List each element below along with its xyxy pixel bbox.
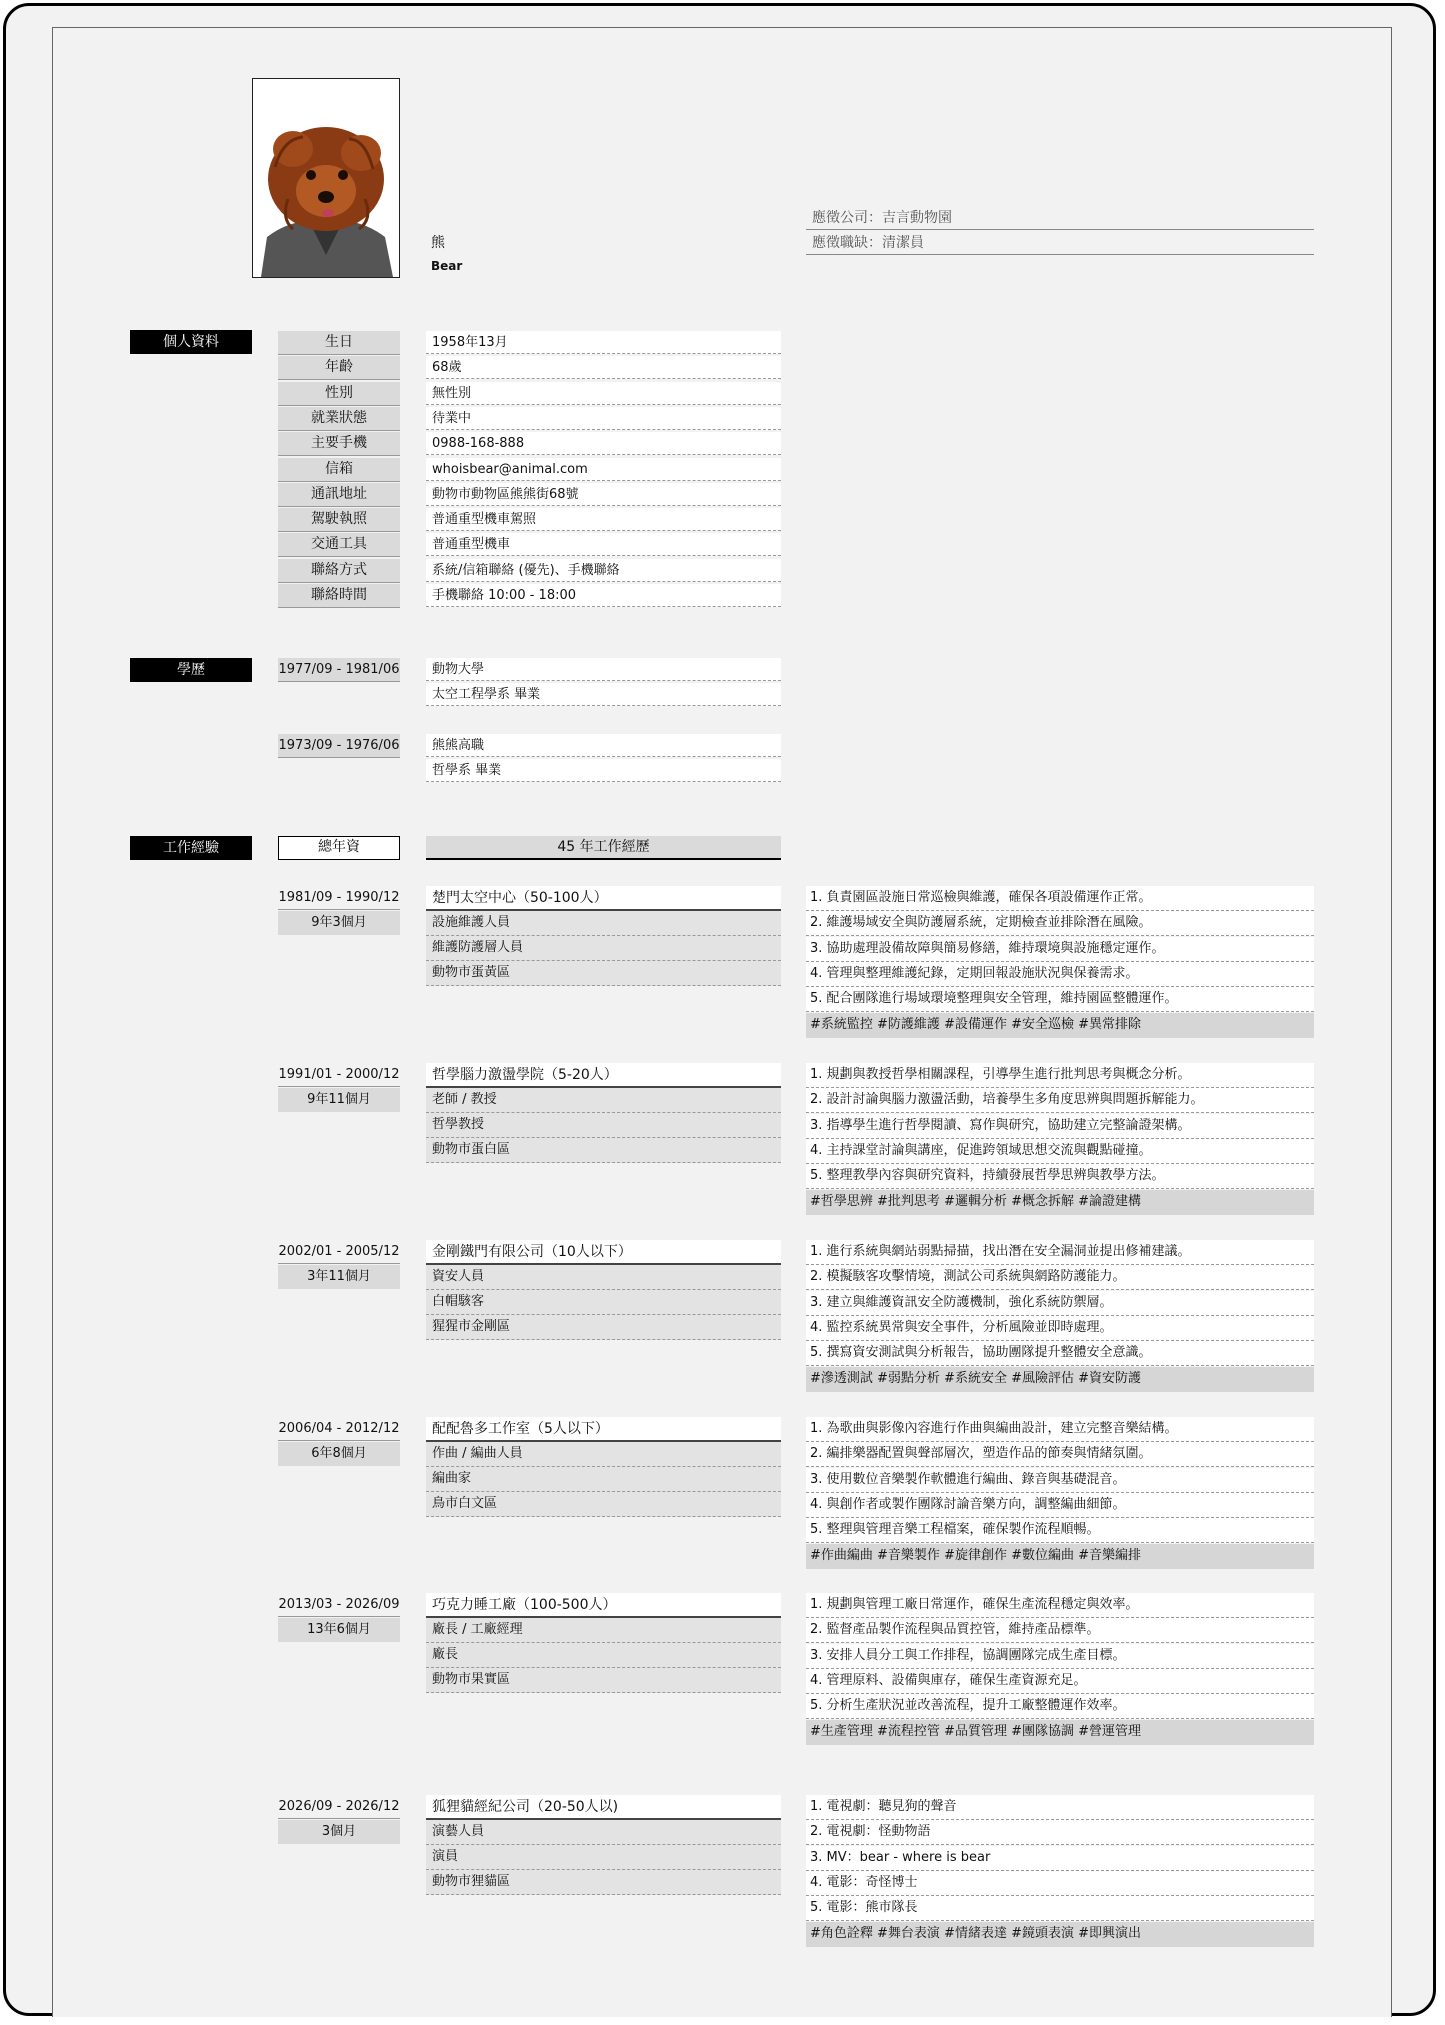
job-duty: 4. 監控系統異常與安全事件，分析風險並即時處理。 — [806, 1316, 1314, 1341]
job-title: 白帽駭客 — [426, 1290, 781, 1315]
job-duty: 1. 進行系統與網站弱點掃描，找出潛在安全漏洞並提出修補建議。 — [806, 1240, 1314, 1265]
job-category: 老師 / 教授 — [426, 1088, 781, 1113]
personal-label: 主要手機 — [278, 432, 400, 456]
education-school: 動物大學 — [426, 658, 781, 681]
job-duty: 3. 安排人員分工與工作排程，協調團隊完成生產目標。 — [806, 1644, 1314, 1669]
personal-value: 無性別 — [426, 382, 781, 405]
job-duty: 4. 與創作者或製作團隊討論音樂方向，調整編曲細節。 — [806, 1493, 1314, 1518]
job-company: 楚門太空中心（50-100人） — [426, 886, 781, 911]
applicant-english-name: Bear — [431, 259, 463, 273]
job-duty: 2. 模擬駭客攻擊情境，測試公司系統與網路防護能力。 — [806, 1265, 1314, 1290]
job-location: 動物市蛋白區 — [426, 1138, 781, 1163]
job-company: 配配魯多工作室（5人以下） — [426, 1417, 781, 1442]
personal-label: 通訊地址 — [278, 483, 400, 507]
job-duty: 3. MV：bear - where is bear — [806, 1846, 1314, 1871]
personal-value: 普通重型機車駕照 — [426, 508, 781, 531]
section-education: 學歷 — [130, 658, 252, 682]
job-location: 猩猩市金剛區 — [426, 1315, 781, 1340]
job-category: 設施維護人員 — [426, 911, 781, 936]
job-tags: #作曲編曲 #音樂製作 #旋律創作 #數位編曲 #音樂編排 — [806, 1544, 1314, 1569]
education-date: 1973/09 - 1976/06 — [278, 734, 400, 758]
job-date: 1981/09 - 1990/12 — [278, 886, 400, 910]
personal-label: 駕駛執照 — [278, 508, 400, 532]
job-duty: 3. 指導學生進行哲學閱讀、寫作與研究，協助建立完整論證架構。 — [806, 1114, 1314, 1139]
job-category: 演藝人員 — [426, 1820, 781, 1845]
personal-value: 68歲 — [426, 356, 781, 379]
job-company: 哲學腦力激盪學院（5-20人） — [426, 1063, 781, 1088]
job-duty: 3. 協助處理設備故障與簡易修繕，維持環境與設施穩定運作。 — [806, 937, 1314, 962]
job-duration: 13年6個月 — [278, 1618, 400, 1642]
personal-value: 手機聯絡 10:00 - 18:00 — [426, 584, 781, 607]
job-company: 巧克力睡工廠（100-500人） — [426, 1593, 781, 1618]
job-duty: 5. 配合團隊進行場域環境整理與安全管理，維持園區整體運作。 — [806, 987, 1314, 1012]
job-duration: 9年11個月 — [278, 1088, 400, 1112]
job-location: 動物市果實區 — [426, 1668, 781, 1693]
personal-value: 0988-168-888 — [426, 432, 781, 455]
job-company: 金剛鐵門有限公司（10人以下） — [426, 1240, 781, 1265]
profile-photo — [252, 78, 400, 278]
education-date: 1977/09 - 1981/06 — [278, 658, 400, 682]
job-date: 2026/09 - 2026/12 — [278, 1795, 400, 1819]
job-duty: 1. 為歌曲與影像內容進行作曲與編曲設計，建立完整音樂結構。 — [806, 1417, 1314, 1442]
section-personal: 個人資料 — [130, 330, 252, 354]
job-location: 動物市狸貓區 — [426, 1870, 781, 1895]
job-duty: 5. 整理教學內容與研究資料，持續發展哲學思辨與教學方法。 — [806, 1164, 1314, 1189]
job-category: 作曲 / 編曲人員 — [426, 1442, 781, 1467]
total-seniority-value: 45 年工作經歷 — [426, 836, 781, 860]
job-duration: 3個月 — [278, 1820, 400, 1844]
job-location: 動物市蛋黃區 — [426, 961, 781, 986]
personal-label: 聯絡時間 — [278, 584, 400, 608]
job-duty: 5. 分析生產狀況並改善流程，提升工廠整體運作效率。 — [806, 1694, 1314, 1719]
job-date: 2002/01 - 2005/12 — [278, 1240, 400, 1264]
personal-value: 動物市動物區熊熊街68號 — [426, 483, 781, 506]
job-date: 2013/03 - 2026/09 — [278, 1593, 400, 1617]
section-work: 工作經驗 — [130, 836, 252, 860]
personal-value: whoisbear@animal.com — [426, 458, 781, 481]
job-duty: 3. 使用數位音樂製作軟體進行編曲、錄音與基礎混音。 — [806, 1468, 1314, 1493]
job-date: 2006/04 - 2012/12 — [278, 1417, 400, 1441]
job-duty: 4. 主持課堂討論與講座，促進跨領域思想交流與觀點碰撞。 — [806, 1139, 1314, 1164]
education-school: 熊熊高職 — [426, 734, 781, 757]
job-duty: 2. 編排樂器配置與聲部層次，塑造作品的節奏與情緒氛圍。 — [806, 1442, 1314, 1467]
total-seniority-label: 總年資 — [278, 836, 400, 860]
job-duty: 1. 電視劇：聽見狗的聲音 — [806, 1795, 1314, 1820]
job-category: 資安人員 — [426, 1265, 781, 1290]
job-duty: 1. 負責園區設施日常巡檢與維護，確保各項設備運作正常。 — [806, 886, 1314, 911]
job-title: 哲學教授 — [426, 1113, 781, 1138]
personal-value: 系統/信箱聯絡 (優先)、手機聯絡 — [426, 559, 781, 582]
job-duration: 3年11個月 — [278, 1265, 400, 1289]
personal-label: 聯絡方式 — [278, 559, 400, 583]
job-title: 演員 — [426, 1845, 781, 1870]
job-company: 狐狸貓經紀公司（20-50人以) — [426, 1795, 781, 1820]
job-duty: 4. 電影：奇怪博士 — [806, 1871, 1314, 1896]
personal-label: 就業狀態 — [278, 407, 400, 431]
job-duty: 2. 監督產品製作流程與品質控管，維持產品標準。 — [806, 1618, 1314, 1643]
job-tags: #滲透測試 #弱點分析 #系統安全 #風險評估 #資安防護 — [806, 1367, 1314, 1392]
personal-value: 普通重型機車 — [426, 533, 781, 556]
apply-company: 應徵公司：吉言動物園 — [806, 206, 1314, 230]
job-duty: 5. 電影：熊市隊長 — [806, 1896, 1314, 1921]
job-duty: 2. 電視劇：怪動物語 — [806, 1820, 1314, 1845]
personal-label: 年齡 — [278, 356, 400, 380]
job-duration: 9年3個月 — [278, 911, 400, 935]
job-location: 鳥市白文區 — [426, 1492, 781, 1517]
personal-label: 生日 — [278, 331, 400, 355]
personal-label: 交通工具 — [278, 533, 400, 557]
job-duty: 3. 建立與維護資訊安全防護機制，強化系統防禦層。 — [806, 1291, 1314, 1316]
job-title: 廠長 — [426, 1643, 781, 1668]
job-duty: 5. 整理與管理音樂工程檔案，確保製作流程順暢。 — [806, 1518, 1314, 1543]
job-duty: 2. 設計討論與腦力激盪活動，培養學生多角度思辨與問題拆解能力。 — [806, 1088, 1314, 1113]
job-tags: #系統監控 #防護維護 #設備運作 #安全巡檢 #異常排除 — [806, 1013, 1314, 1038]
job-date: 1991/01 - 2000/12 — [278, 1063, 400, 1087]
job-category: 廠長 / 工廠經理 — [426, 1618, 781, 1643]
job-duty: 2. 維護場域安全與防護層系統，定期檢查並排除潛在風險。 — [806, 911, 1314, 936]
personal-label: 信箱 — [278, 458, 400, 482]
personal-value: 待業中 — [426, 407, 781, 430]
job-tags: #角色詮釋 #舞台表演 #情緒表達 #鏡頭表演 #即興演出 — [806, 1922, 1314, 1947]
job-title: 編曲家 — [426, 1467, 781, 1492]
bear-photo-image — [253, 79, 399, 277]
education-major: 太空工程學系 畢業 — [426, 683, 781, 706]
job-duty: 1. 規劃與教授哲學相關課程，引導學生進行批判思考與概念分析。 — [806, 1063, 1314, 1088]
job-duty: 4. 管理原料、設備與庫存，確保生產資源充足。 — [806, 1669, 1314, 1694]
personal-label: 性別 — [278, 382, 400, 406]
job-title: 維護防護層人員 — [426, 936, 781, 961]
applicant-name: 熊 — [431, 235, 445, 251]
job-duty: 5. 撰寫資安測試與分析報告，協助團隊提升整體安全意識。 — [806, 1341, 1314, 1366]
apply-position: 應徵職缺：清潔員 — [806, 231, 1314, 255]
job-tags: #哲學思辨 #批判思考 #邏輯分析 #概念拆解 #論證建構 — [806, 1190, 1314, 1215]
job-duration: 6年8個月 — [278, 1442, 400, 1466]
education-major: 哲學系 畢業 — [426, 759, 781, 782]
personal-value: 1958年13月 — [426, 331, 781, 354]
job-duty: 4. 管理與整理維護紀錄，定期回報設施狀況與保養需求。 — [806, 962, 1314, 987]
job-duty: 1. 規劃與管理工廠日常運作，確保生產流程穩定與效率。 — [806, 1593, 1314, 1618]
job-tags: #生產管理 #流程控管 #品質管理 #團隊協調 #營運管理 — [806, 1720, 1314, 1745]
